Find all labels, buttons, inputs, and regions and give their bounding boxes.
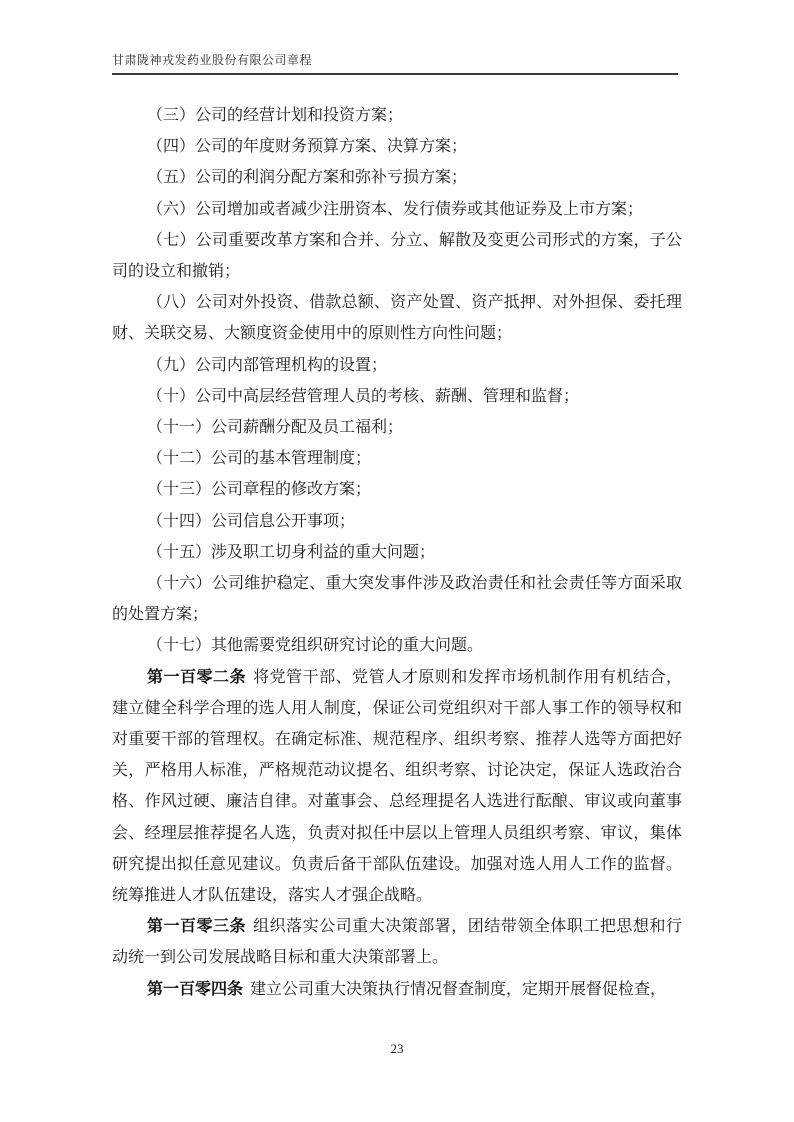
paragraph <box>112 100 682 131</box>
paragraph <box>112 630 682 661</box>
paragraph <box>112 412 682 443</box>
paragraph <box>112 443 682 474</box>
paragraph-text: （十六）公司维护稳定、重大突发事件涉及政治责任和社会责任等方面采取的处置方案； <box>112 575 682 624</box>
document-body <box>112 100 682 1005</box>
paragraph-text: （十）公司中高层经营管理人员的考核、薪酬、管理和监督； <box>147 387 580 405</box>
paragraph-text: 组织落实公司重大决策部署，团结带领全体职工把思想和行动统一到公司发展战略目标和重大决策部署上。 <box>112 918 682 967</box>
paragraph <box>112 506 682 537</box>
article-number: 第一百零二条 <box>147 668 247 686</box>
paragraph-text: （十四）公司信息公开事项； <box>147 512 356 530</box>
paragraph-text: （十五）涉及职工切身利益的重大问题； <box>147 543 436 561</box>
page-header <box>112 54 678 75</box>
paragraph <box>112 162 682 193</box>
paragraph-text: （九）公司内部管理机构的设置； <box>147 356 388 374</box>
paragraph-text: （六）公司增加或者减少注册资本、发行债券或其他证券及上市方案； <box>147 200 644 218</box>
paragraph <box>112 381 682 412</box>
paragraph-text: （十七）其他需要党组织研究讨论的重大问题。 <box>147 637 484 655</box>
header-rule <box>112 73 678 75</box>
paragraph <box>112 662 682 912</box>
paragraph <box>112 568 682 630</box>
paragraph <box>112 537 682 568</box>
paragraph-text: （四）公司的年度财务预算方案、决算方案； <box>147 138 468 156</box>
article-number: 第一百零四条 <box>147 980 244 998</box>
page-number: 23 <box>390 1041 404 1056</box>
paragraph-text: （三）公司的经营计划和投资方案； <box>147 107 404 124</box>
paragraph-text: （十二）公司的基本管理制度； <box>147 450 372 468</box>
header-title: 甘肃陇神戎发药业股份有限公司章程 <box>112 53 313 67</box>
paragraph-text: （八）公司对外投资、借款总额、资产处置、资产抵押、对外担保、委托理财、关联交易、大额度资金使用中的原则性方向性问题； <box>112 294 682 343</box>
paragraph-text: 建立公司重大决策执行情况督查制度，定期开展督促检查， <box>250 980 667 998</box>
paragraph-text: （十三）公司章程的修改方案； <box>147 481 372 499</box>
paragraph <box>112 911 682 973</box>
paragraph-text: （五）公司的利润分配方案和弥补亏损方案； <box>147 169 468 187</box>
paragraph-text: （十一）公司薪酬分配及员工福利； <box>147 419 404 437</box>
paragraph <box>112 350 682 381</box>
paragraph <box>112 194 682 225</box>
paragraph-text: 将党管干部、党管人才原则和发挥市场机制作用有机结合，建立健全科学合理的选人用人制度，保证公司党组织对干部人事工作的领导权和对重要干部的管理权。在确定标准、规范程序、组织考察、推荐人选等方面把好关，严格用人标准，严格规范动议提名、组织考察、讨论决定，保证人选政治合格、作风过硬、廉洁自律。对董事会、总经理提名人选进行酝酿、审议或向董事会、经理层推荐提名人选，负责对拟任中层以上管理人员组织考察、审议，集体研究提出拟任意见建议。负责后备干部队伍建设。加强对选人用人工作的监督。统筹推进人才队伍建设，落实人才强企战略。 <box>112 668 682 905</box>
paragraph <box>112 474 682 505</box>
paragraph <box>112 225 682 287</box>
paragraph <box>112 131 682 162</box>
paragraph <box>112 974 682 1005</box>
paragraphs <box>112 100 682 1005</box>
article-number: 第一百零三条 <box>147 918 247 936</box>
paragraph-text: （七）公司重要改革方案和合并、分立、解散及变更公司形式的方案，子公司的设立和撤销； <box>112 231 682 281</box>
paragraph <box>112 287 682 349</box>
page-footer <box>0 1040 794 1058</box>
